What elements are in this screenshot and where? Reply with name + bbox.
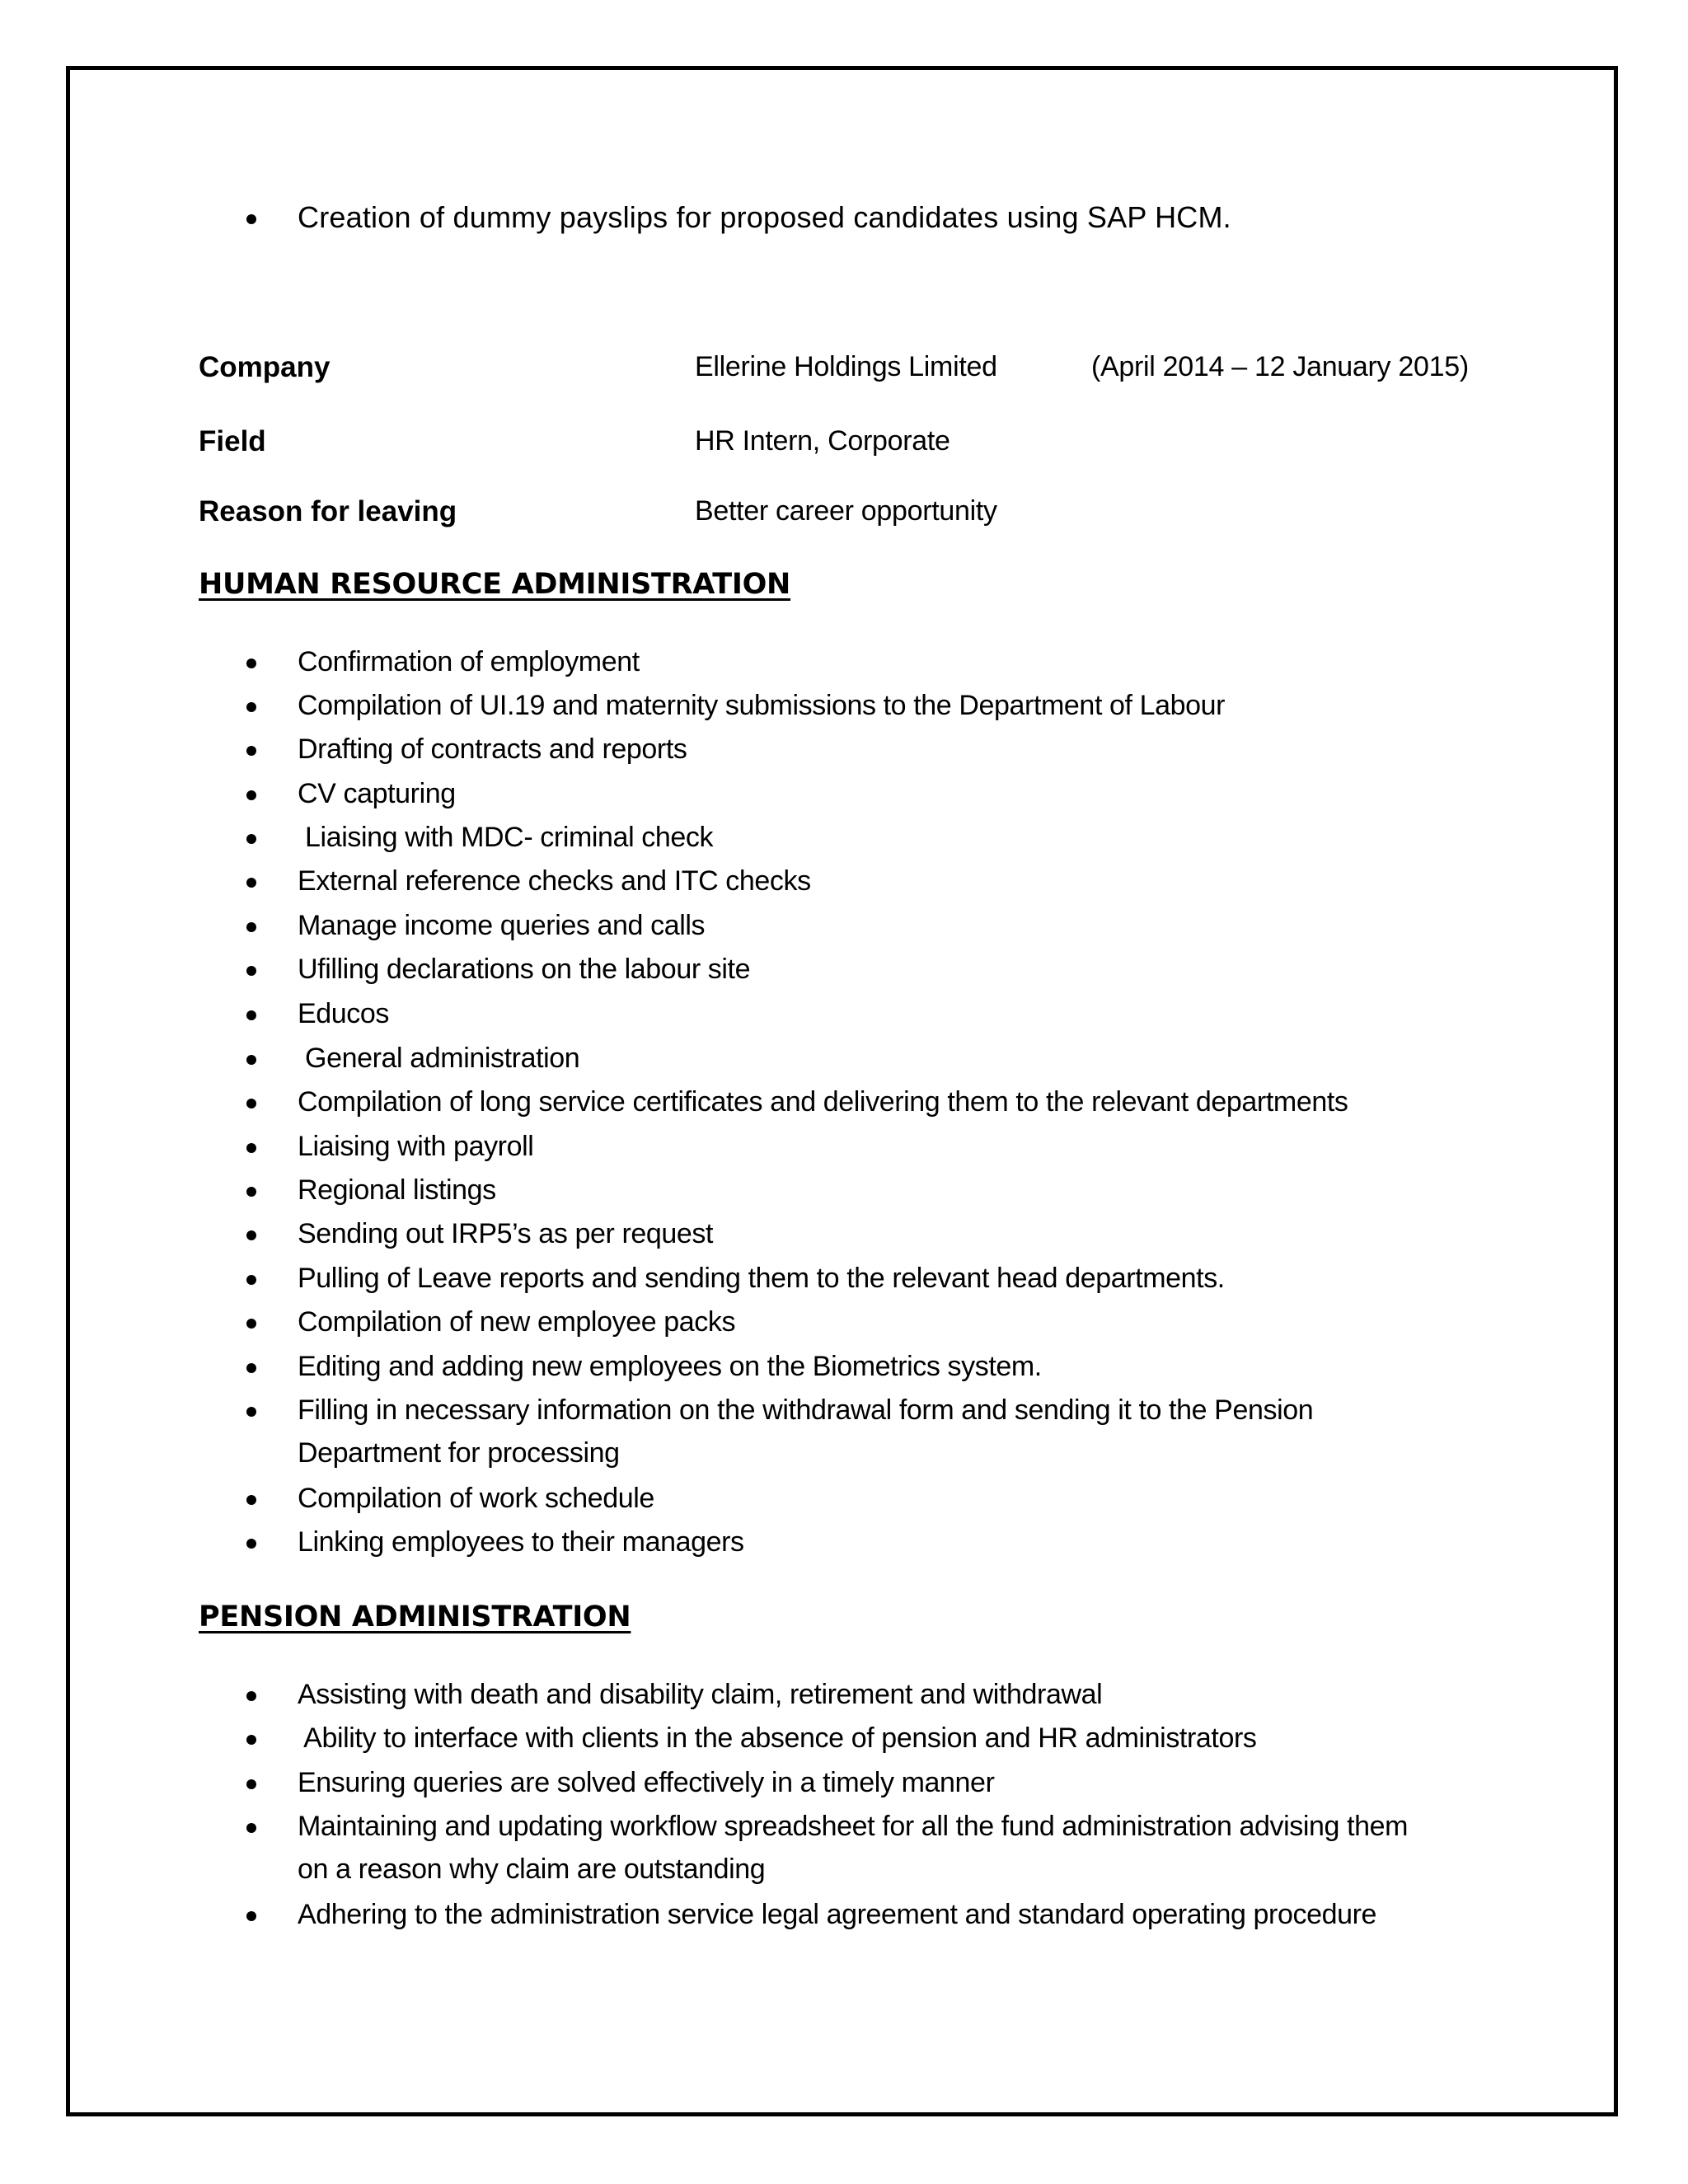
company-dates: (April 2014 – 12 January 2015) [1091,351,1469,382]
list-item-text: Compilation of work schedule [298,1483,654,1514]
bullet-icon [246,1319,256,1329]
list-item-text: Educos [298,998,390,1029]
list-item [0,820,1688,855]
bullet-icon [246,1230,256,1240]
field-label: Field [199,425,266,457]
list-item [0,688,1688,723]
bullet-icon [246,1055,256,1065]
bullet-icon [246,214,256,224]
list-item [0,1261,1688,1296]
list-item [0,1897,1688,1932]
list-item-text: Filling in necessary information on the withdrawal form and sending it to the Pension [298,1394,1314,1426]
bullet-icon [246,1779,256,1789]
list-item-text: External reference checks and ITC checks [298,865,811,897]
list-item [0,1765,1688,1800]
bullet-icon [246,1539,256,1549]
list-item [0,996,1688,1031]
bullet-icon [246,1010,256,1020]
bullet-icon [246,834,256,844]
list-item [0,1349,1688,1384]
list-item [0,1216,1688,1251]
list-item-text-continued: on a reason why claim are outstanding [298,1854,766,1885]
list-item [0,1525,1688,1559]
list-item-text: Compilation of long service certificates and delivering them to the relevant departments [298,1086,1348,1118]
list-item-text: Liaising with payroll [298,1131,534,1162]
bullet-icon [246,878,256,888]
list-item-text: Creation of dummy payslips for proposed candidates using SAP HCM. [298,200,1231,234]
bullet-icon [246,1363,256,1373]
list-item-text: Ensuring queries are solved effectively in a timely manner [298,1767,995,1798]
list-item-text: Compilation of UI.19 and maternity submissions to the Department of Labour [298,690,1226,721]
list-item [0,1085,1688,1119]
list-item [0,1481,1688,1516]
reason-label: Reason for leaving [199,495,457,527]
list-item [0,1173,1688,1207]
list-item-text: Liaising with MDC- criminal check [298,822,714,853]
section-heading-hr-administration: HUMAN RESOURCE ADMINISTRATION [199,568,791,601]
list-item-text: Linking employees to their managers [298,1526,744,1558]
bullet-icon [246,1275,256,1285]
list-item [0,864,1688,898]
field-value: HR Intern, Corporate [695,425,950,457]
list-item-text: Maintaining and updating workflow spreadsheet for all the fund administration advising them [298,1811,1409,1842]
bullet-icon [246,790,256,800]
list-item [0,1129,1688,1164]
bullet-icon [246,702,256,712]
list-item [0,1305,1688,1339]
bullet-icon [246,1187,256,1197]
bullet-icon [246,1143,256,1153]
bullet-icon [246,658,256,668]
list-item-text: Manage income queries and calls [298,910,706,941]
bullet-icon [246,1407,256,1417]
list-item-text: Adhering to the administration service legal agreement and standard operating procedure [298,1899,1377,1930]
bullet-icon [246,966,256,976]
list-item-text: Sending out IRP5’s as per request [298,1218,714,1249]
list-item [0,1041,1688,1076]
bullet-icon [246,1691,256,1701]
list-item [0,776,1688,811]
list-item [0,1677,1688,1712]
list-item-text: Confirmation of employment [298,646,640,677]
company-label: Company [199,351,331,383]
list-item [0,732,1688,766]
section-heading-pension-administration: PENSION ADMINISTRATION [199,1601,631,1633]
list-item [0,952,1688,987]
bullet-icon [246,922,256,932]
list-item-text: Drafting of contracts and reports [298,733,687,765]
bullet-icon [246,1099,256,1108]
list-item [0,908,1688,943]
list-item-text-continued: Department for processing [298,1437,620,1469]
list-item-text: Compilation of new employee packs [298,1306,736,1338]
list-item-text: Regional listings [298,1174,496,1206]
list-item [0,644,1688,679]
reason-value: Better career opportunity [695,495,997,527]
list-item-text: Pulling of Leave reports and sending them to the relevant head departments. [298,1263,1225,1294]
list-item-text: CV capturing [298,778,456,809]
list-item-text: Editing and adding new employees on the Biometrics system. [298,1351,1042,1382]
list-item [0,1809,1688,1885]
bullet-icon [246,1735,256,1745]
bullet-icon [246,746,256,756]
list-item [0,1721,1688,1755]
bullet-icon [246,1823,256,1833]
bullet-icon [246,1911,256,1921]
bullet-icon [246,1495,256,1505]
company-value: Ellerine Holdings Limited [695,351,997,382]
list-item [0,200,1688,235]
list-item-text: General administration [298,1043,580,1074]
list-item [0,1393,1688,1469]
list-item-text: Ufilling declarations on the labour site [298,954,751,985]
list-item-text: Assisting with death and disability claim, retirement and withdrawal [298,1679,1103,1710]
list-item-text: Ability to interface with clients in the absence of pension and HR administrators [298,1722,1257,1754]
